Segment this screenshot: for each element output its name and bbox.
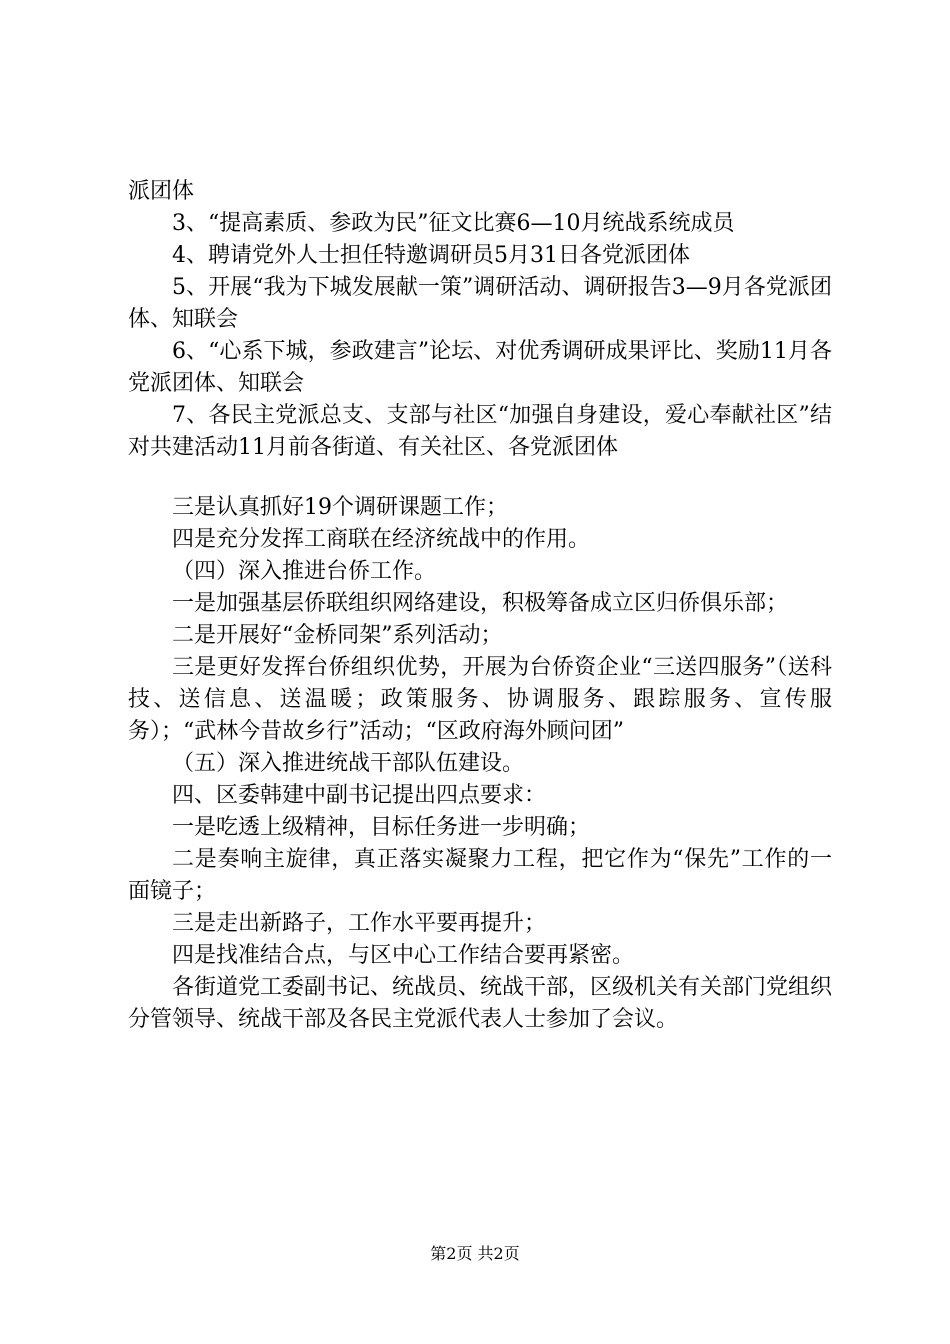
- paragraph-gap: [128, 464, 832, 492]
- paragraph: 二是奏响主旋律，真正落实凝聚力工程，把它作为“保先”工作的一面镜子；: [128, 847, 832, 904]
- paragraph: 一是加强基层侨联组织网络建设，积极筹备成立区归侨俱乐部；: [172, 591, 789, 616]
- paragraph: 四是充分发挥工商联在经济统战中的作用。: [172, 527, 591, 552]
- document-body: [128, 176, 832, 1036]
- paragraph: 四是找准结合点，与区中心工作结合要再紧密。: [172, 943, 635, 968]
- paragraph: 三是走出新路子，工作水平要再提升；: [172, 911, 547, 936]
- paragraph: （五）深入推进统战干部队伍建设。: [172, 751, 525, 776]
- paragraph: 7、各民主党派总支、支部与社区“加强自身建设，爱心奉献社区”结对共建活动11月前各街道、有关社区、各党派团体: [128, 403, 832, 460]
- paragraph: 一是吃透上级精神，目标任务进一步明确；: [172, 815, 591, 840]
- paragraph: 三是认真抓好19个调研课题工作；: [172, 495, 508, 520]
- paragraph: 派团体: [128, 179, 195, 204]
- paragraph: 5、开展“我为下城发展献一策”调研活动、调研报告3—9月各党派团体、知联会: [128, 275, 832, 332]
- paragraph: 4、聘请党外人士担任特邀调研员5月31日各党派团体: [172, 243, 690, 268]
- paragraph: （四）深入推进台侨工作。: [172, 559, 437, 584]
- paragraph: 四、区委韩建中副书记提出四点要求：: [172, 783, 547, 808]
- paragraph: 三是更好发挥台侨组织优势，开展为台侨资企业“三送四服务”（送科技、送信息、送温暖；政策服务、协调服务、跟踪服务、宣传服务）；“武林今昔故乡行”活动；“区政府海外顾问团”: [128, 655, 832, 744]
- paragraph: 6、“心系下城，参政建言”论坛、对优秀调研成果评比、奖励11月各党派团体、知联会: [128, 339, 832, 396]
- page-footer: 第2页 共2页: [430, 1244, 520, 1263]
- paragraph: 二是开展好“金桥同架”系列活动；: [172, 623, 503, 648]
- paragraph: 各街道党工委副书记、统战员、统战干部，区级机关有关部门党组织分管领导、统战干部及各民主党派代表人士参加了会议。: [128, 975, 833, 1032]
- paragraph: 3、“提高素质、参政为民”征文比赛6—10月统战系统成员: [172, 211, 735, 236]
